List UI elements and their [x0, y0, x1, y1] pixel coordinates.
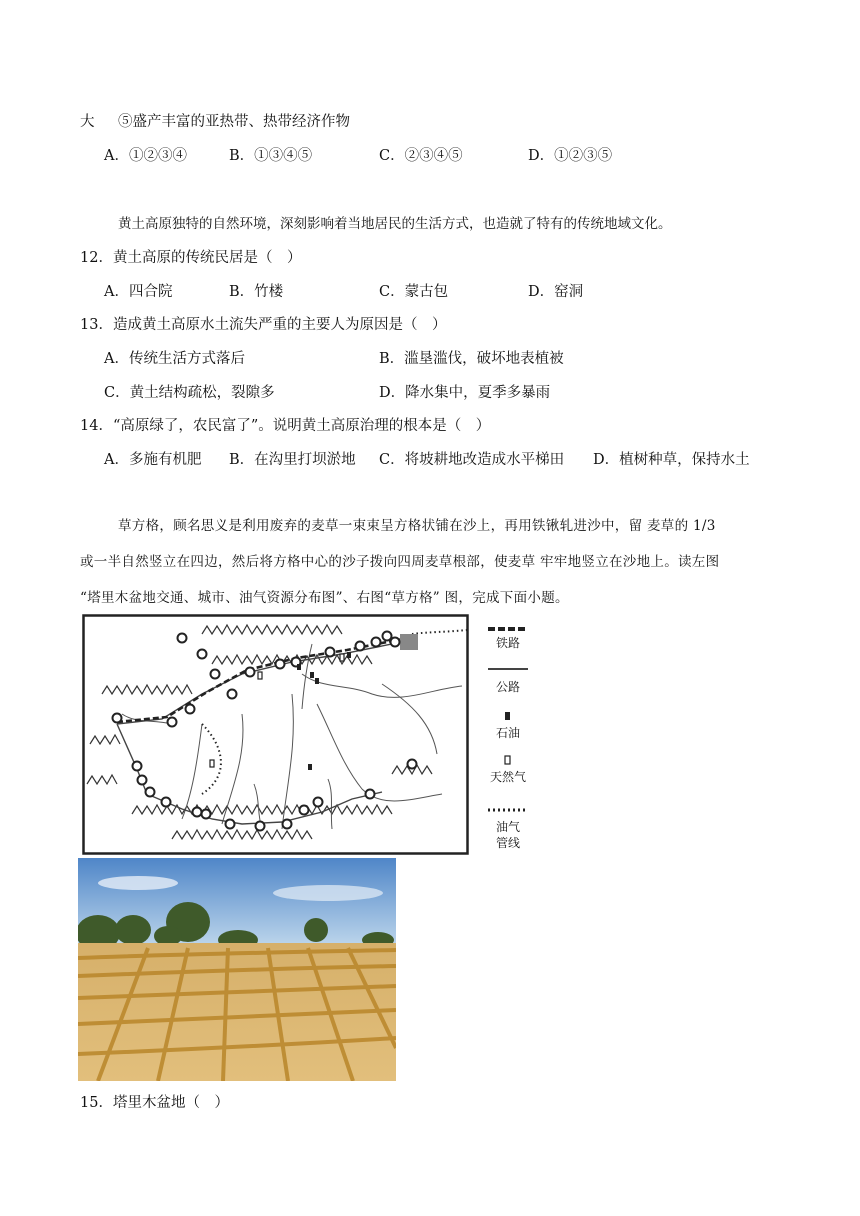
lake [400, 634, 418, 650]
loess-intro: 黄土高原独特的自然环境，深刻影响着当地居民的生活方式，也造就了特有的传统地域文化。 [118, 216, 672, 232]
legend-pipeline-label-1: 油气 [495, 820, 520, 834]
q14-option-c: C．将坡耕地改造成水平梯田 [379, 452, 565, 468]
q11-prefix: 大 [80, 114, 95, 130]
legend-highway-label: 公路 [495, 680, 520, 694]
map-legend [484, 622, 532, 852]
q13-stem: 13．造成黄土高原水土流失严重的主要人为原因是（ ） [80, 317, 447, 333]
q11-option-c: C．②③④⑤ [379, 148, 463, 164]
q14-option-a: A．多施有机肥 [104, 452, 202, 468]
q15-stem: 15．塔里木盆地（ ） [80, 1095, 229, 1111]
legend-oil-label: 石油 [495, 726, 520, 740]
q12-option-c: C．蒙古包 [379, 284, 449, 300]
q14-option-b: B．在沟里打坝淤地 [229, 452, 356, 468]
q11-option-b: B．①③④⑤ [229, 148, 313, 164]
legend-railway-label: 铁路 [495, 636, 520, 650]
pipeline-legend-icon [488, 807, 528, 813]
q12-option-b: B．竹楼 [229, 284, 284, 300]
grass-intro-line-2: 或一半自然竖立在四边，然后将方格中心的沙子拨向四周麦草根部，使麦草 牢牢地竖立在沙地上。读左图 [80, 554, 720, 570]
grass-intro-line-3: “塔里木盆地交通、城市、油气资源分布图”、右图“草方格” 图，完成下面小题。 [80, 590, 569, 606]
q12-option-d: D．窑洞 [528, 284, 584, 300]
q13-option-b: B．滥垦滥伐，破坏地表植被 [379, 351, 564, 367]
legend-pipeline-label-2: 管线 [495, 836, 520, 850]
q11-statement-5: ⑤盛产丰富的亚热带、热带经济作物 [118, 114, 350, 130]
grass-grid-photo [78, 858, 396, 1081]
q14-option-d: D．植树种草，保持水土 [593, 452, 750, 468]
q11-option-d: D．①②③⑤ [528, 148, 613, 164]
q13-option-d: D．降水集中，夏季多暴雨 [379, 385, 551, 401]
q12-option-a: A．四合院 [104, 284, 173, 300]
oil-legend-icon [504, 711, 512, 721]
gas-legend-icon [504, 755, 512, 765]
q14-stem: 14．“高原绿了，农民富了”。说明黄土高原治理的根本是（ ） [80, 418, 491, 434]
legend-gas-label: 天然气 [489, 770, 526, 784]
tarim-basin-map [82, 614, 470, 856]
q13-option-a: A．传统生活方式落后 [104, 351, 245, 367]
q12-stem: 12．黄土高原的传统民居是（ ） [80, 250, 302, 266]
map-frame [84, 616, 468, 854]
q13-option-c: C．黄土结构疏松，裂隙多 [104, 385, 275, 401]
grass-intro-line-1: 草方格，顾名思义是利用废弃的麦草一束束呈方格状铺在沙上，再用铁锹轧进沙中，留 麦草的 1/3 [118, 518, 716, 534]
highway-legend-icon [488, 666, 528, 672]
railway-legend-icon [488, 624, 528, 634]
grass-grid-intro [80, 508, 780, 616]
q11-option-a: A．①②③④ [104, 148, 187, 164]
